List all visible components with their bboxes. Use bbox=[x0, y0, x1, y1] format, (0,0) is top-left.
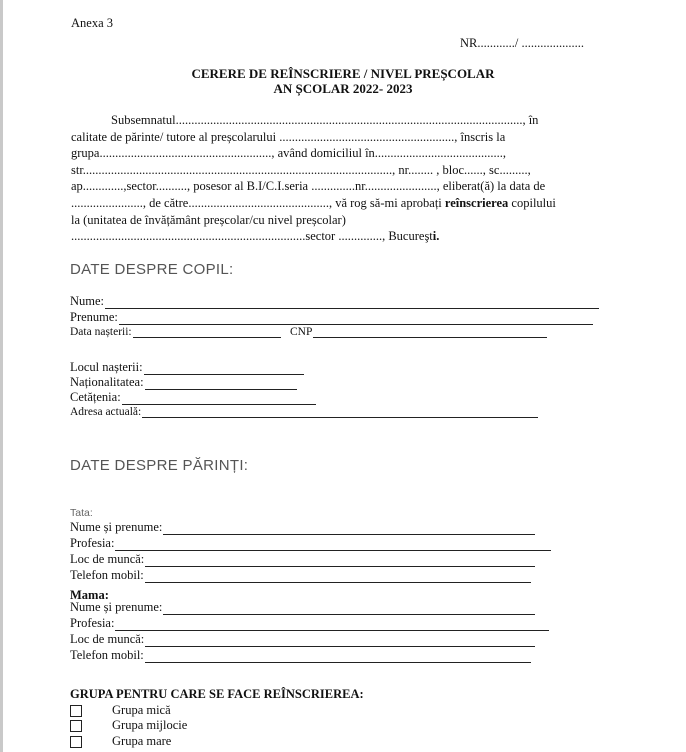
child-nationality-label: Naționalitatea: bbox=[70, 375, 144, 389]
intro-line-8 bbox=[71, 228, 617, 245]
mother-workplace-field bbox=[70, 632, 535, 647]
father-phone-input-line[interactable] bbox=[145, 571, 531, 583]
mother-profession-field bbox=[70, 616, 549, 631]
child-name-label: Nume: bbox=[70, 294, 105, 308]
group-option-mica[interactable] bbox=[70, 703, 171, 718]
intro-line-3: grupa......................................................., având domiciliul în........................................., bbox=[71, 146, 507, 161]
mother-workplace-input-line[interactable] bbox=[145, 635, 535, 647]
child-address-input-line[interactable] bbox=[142, 406, 538, 418]
intro-line-2: calitate de părinte/ tutore al preșcolarului ........................................................, înscris la bbox=[71, 129, 506, 144]
child-birthplace-label: Locul nașterii: bbox=[70, 360, 143, 374]
intro-line-6-text: ......................., de către............................................., vă rog să-mi aprobați bbox=[71, 195, 445, 210]
father-name-field bbox=[70, 520, 535, 535]
child-firstname-input-line[interactable] bbox=[119, 313, 593, 325]
parents-section-heading: DATE DESPRE PĂRINȚI: bbox=[70, 457, 249, 474]
mother-phone-input-line[interactable] bbox=[145, 651, 531, 663]
child-birthdate-input-line[interactable] bbox=[133, 326, 281, 338]
mother-name-input-line[interactable] bbox=[163, 603, 535, 615]
child-section-heading: DATE DESPRE COPIL: bbox=[70, 261, 234, 278]
intro-line-8-text: ...........................................................................sector .............., Bucureşt bbox=[71, 229, 433, 244]
child-citizenship-input-line[interactable] bbox=[122, 393, 316, 405]
child-birthplace-input-line[interactable] bbox=[144, 363, 304, 375]
checkbox-mica[interactable] bbox=[70, 705, 82, 717]
reinscriere-keyword: reînscrierea bbox=[444, 195, 509, 210]
registration-number: NR............/ .................... bbox=[460, 36, 584, 50]
request-paragraph bbox=[71, 112, 617, 245]
child-cnp-input-line[interactable] bbox=[313, 326, 547, 338]
father-name-input-line[interactable] bbox=[163, 523, 535, 535]
father-workplace-label: Loc de muncă: bbox=[70, 552, 145, 566]
child-name-field bbox=[70, 294, 599, 309]
annex-label: Anexa 3 bbox=[71, 16, 113, 30]
child-birthplace-field bbox=[70, 360, 304, 375]
child-firstname-label: Prenume: bbox=[70, 310, 118, 324]
child-address-field bbox=[70, 406, 538, 418]
father-phone-label: Telefon mobil: bbox=[70, 568, 144, 582]
mother-workplace-label: Loc de muncă: bbox=[70, 632, 145, 646]
child-birthdate-field bbox=[70, 326, 281, 338]
child-cnp-label: CNP bbox=[290, 326, 313, 338]
intro-line-6-end: copilului bbox=[508, 195, 556, 210]
intro-line-4: str..................................................................................................., nr........ , bloc......, sc........., bbox=[71, 162, 531, 177]
group-section-heading: GRUPA PENTRU CARE SE FACE REÎNSCRIEREA: bbox=[70, 687, 364, 701]
intro-line-6 bbox=[71, 195, 617, 212]
father-profession-field bbox=[70, 536, 551, 551]
child-cnp-field bbox=[290, 326, 547, 338]
father-label: Tata: bbox=[70, 507, 93, 519]
mother-profession-label: Profesia: bbox=[70, 616, 115, 630]
child-citizenship-field bbox=[70, 390, 316, 405]
child-firstname-field bbox=[70, 310, 593, 325]
document-title: CERERE DE REÎNSCRIERE / NIVEL PREȘCOLAR bbox=[191, 66, 495, 81]
group-option-mare[interactable] bbox=[70, 734, 171, 749]
father-profession-label: Profesia: bbox=[70, 536, 115, 550]
father-workplace-input-line[interactable] bbox=[145, 555, 535, 567]
school-year: AN ȘCOLAR 2022- 2023 bbox=[273, 81, 413, 96]
child-name-input-line[interactable] bbox=[105, 297, 599, 309]
checkbox-mijlocie[interactable] bbox=[70, 720, 82, 732]
group-option-mica-label: Grupa mică bbox=[112, 703, 171, 717]
child-citizenship-label: Cetățenia: bbox=[70, 390, 121, 404]
child-nationality-field bbox=[70, 375, 297, 390]
father-phone-field bbox=[70, 568, 531, 583]
child-nationality-input-line[interactable] bbox=[145, 378, 297, 390]
group-option-mare-label: Grupa mare bbox=[112, 734, 172, 748]
mother-profession-input-line[interactable] bbox=[115, 619, 549, 631]
mother-phone-label: Telefon mobil: bbox=[70, 648, 144, 662]
checkbox-mare[interactable] bbox=[70, 736, 82, 748]
page-edge bbox=[0, 0, 3, 752]
child-birthdate-label: Data nașterii: bbox=[70, 326, 132, 338]
mother-name-field bbox=[70, 600, 535, 615]
intro-line-7: la (unitatea de învățământ preșcolar/cu nivel preșcolar) bbox=[71, 212, 346, 227]
group-option-mijlocie-label: Grupa mijlocie bbox=[112, 718, 188, 732]
group-option-mijlocie[interactable] bbox=[70, 718, 187, 733]
mother-phone-field bbox=[70, 648, 531, 663]
father-profession-input-line[interactable] bbox=[115, 539, 551, 551]
child-address-label: Adresa actuală: bbox=[70, 406, 142, 418]
father-name-label: Nume și prenume: bbox=[70, 520, 163, 534]
mother-label: Mama: bbox=[70, 588, 109, 602]
intro-line-8-end: i. bbox=[432, 229, 440, 244]
intro-line-1: Subsemnatul..............................................................................................................., în bbox=[111, 113, 539, 127]
mother-name-label: Nume și prenume: bbox=[70, 600, 163, 614]
intro-line-5: ap.............,sector.........., posesor al B.I/C.I.seria ..............nr......................., eliberat(ă) la data de bbox=[71, 179, 546, 194]
father-workplace-field bbox=[70, 552, 535, 567]
